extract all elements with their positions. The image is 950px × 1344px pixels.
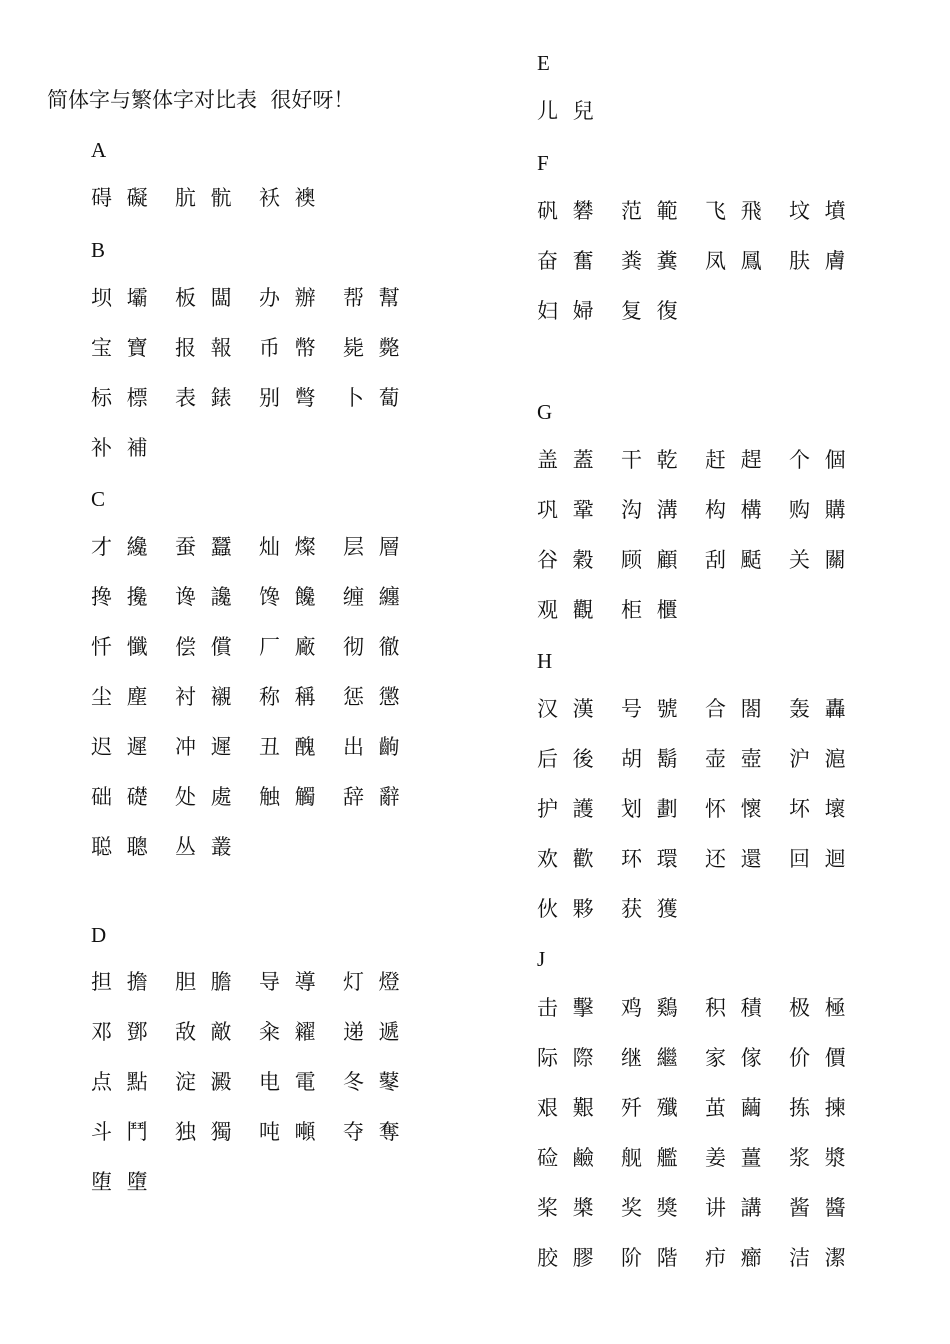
character-pair: 刮 颳 [705,548,766,572]
section-letter-h: H [537,649,553,673]
character-pair: 舰 艦 [621,1146,682,1170]
character-pair: 础 礎 [91,785,152,809]
character-pair: 宝 寶 [91,336,152,360]
character-pair: 壶 壺 [705,747,766,771]
character-pair: 处 處 [175,785,236,809]
character-pair: 灯 燈 [343,970,404,994]
character-pair: 沟 溝 [621,498,682,522]
character-row [91,183,343,213]
character-row [91,1067,427,1097]
character-row [91,967,427,997]
character-pair: 夺 奪 [343,1120,404,1144]
section-letter-f: F [537,151,549,175]
character-pair: 递 遞 [343,1020,404,1044]
character-pair: 飞 飛 [705,199,766,223]
character-row [537,993,873,1023]
character-pair: 坏 壞 [789,797,850,821]
character-pair: 电 電 [259,1070,320,1094]
character-pair: 矾 礬 [537,199,598,223]
character-pair: 回 迴 [789,847,850,871]
character-pair: 蚕 蠶 [175,535,236,559]
character-row [537,196,873,226]
character-row [91,1167,175,1197]
character-pair: 继 繼 [621,1046,682,1070]
character-pair: 浆 漿 [789,1146,850,1170]
section-letter-a: A [91,138,107,162]
character-pair: 凤 鳳 [705,249,766,273]
character-pair: 关 關 [789,548,850,572]
character-row [537,894,705,924]
character-pair: 层 層 [343,535,404,559]
character-pair: 硷 鹼 [537,1146,598,1170]
character-pair: 才 纔 [91,535,152,559]
character-row [537,96,621,126]
character-pair: 沪 滬 [789,747,850,771]
character-pair: 迟 遲 [91,735,152,759]
character-pair: 肤 膚 [789,249,850,273]
character-pair: 洁 潔 [789,1246,850,1270]
character-pair: 卜 蔔 [343,386,404,410]
character-pair: 儿 兒 [537,99,598,123]
character-pair: 欢 歡 [537,847,598,871]
character-pair: 酱 醬 [789,1196,850,1220]
character-pair: 偿 償 [175,635,236,659]
character-pair: 范 範 [621,199,682,223]
character-row [91,1117,427,1147]
section-letter-g: G [537,400,553,424]
character-pair: 构 構 [705,498,766,522]
section-letter-e: E [537,51,550,75]
character-pair: 奋 奮 [537,249,598,273]
character-row [537,744,873,774]
character-pair: 碍 礙 [91,186,152,210]
character-pair: 衬 襯 [175,685,236,709]
character-pair: 购 購 [789,498,850,522]
character-pair: 冬 鼕 [343,1070,404,1094]
character-row [537,794,873,824]
character-pair: 击 擊 [537,996,598,1020]
character-pair: 赶 趕 [705,448,766,472]
character-pair: 彻 徹 [343,635,404,659]
character-row [91,333,427,363]
character-pair: 疖 癤 [705,1246,766,1270]
character-pair: 坝 壩 [91,286,152,310]
character-pair: 办 辦 [259,286,320,310]
section-letter-b: B [91,238,106,262]
character-pair: 还 還 [705,847,766,871]
character-pair: 奖 獎 [621,1196,682,1220]
character-pair: 毙 斃 [343,336,404,360]
character-pair: 阶 階 [621,1246,682,1270]
character-pair: 独 獨 [175,1120,236,1144]
character-pair: 际 際 [537,1046,598,1070]
character-pair: 巩 鞏 [537,498,598,522]
character-pair: 姜 薑 [705,1146,766,1170]
character-pair: 胆 膽 [175,970,236,994]
character-pair: 袄 襖 [259,186,320,210]
character-pair: 讲 講 [705,1196,766,1220]
character-pair: 复 復 [621,299,682,323]
character-row [91,682,427,712]
character-pair: 积 積 [705,996,766,1020]
character-pair: 出 齣 [343,735,404,759]
character-row [537,296,705,326]
character-pair: 导 導 [259,970,320,994]
character-pair: 别 彆 [259,386,320,410]
character-pair: 标 標 [91,386,152,410]
character-pair: 忏 懺 [91,635,152,659]
character-pair: 补 補 [91,436,152,460]
character-pair: 谷 穀 [537,548,598,572]
character-pair: 惩 懲 [343,685,404,709]
character-row [91,832,259,862]
character-pair: 辞 辭 [343,785,404,809]
character-row [91,383,427,413]
character-pair: 极 極 [789,996,850,1020]
character-pair: 伙 夥 [537,897,598,921]
character-pair: 称 稱 [259,685,320,709]
character-row [537,495,873,525]
character-pair: 号 號 [621,697,682,721]
character-pair: 干 乾 [621,448,682,472]
character-pair: 斗 鬥 [91,1120,152,1144]
character-pair: 后 後 [537,747,598,771]
character-pair: 划 劃 [621,797,682,821]
section-letter-j: J [537,947,546,971]
character-pair: 柜 櫃 [621,598,682,622]
character-pair: 肮 骯 [175,186,236,210]
character-pair: 丑 醜 [259,735,320,759]
character-row [91,732,427,762]
character-pair: 厂 廠 [259,635,320,659]
character-pair: 吨 噸 [259,1120,320,1144]
character-row [537,595,705,625]
character-pair: 尘 塵 [91,685,152,709]
character-row [91,632,427,662]
character-pair: 家 傢 [705,1046,766,1070]
character-row [91,433,175,463]
character-pair: 缠 纏 [343,585,404,609]
character-pair: 担 擔 [91,970,152,994]
character-pair: 妇 婦 [537,299,598,323]
character-pair: 拣 揀 [789,1096,850,1120]
character-pair: 艰 艱 [537,1096,598,1120]
character-pair: 怀 懷 [705,797,766,821]
character-pair: 坟 墳 [789,199,850,223]
character-pair: 获 獲 [621,897,682,921]
character-pair: 护 護 [537,797,598,821]
character-pair: 堕 墮 [91,1170,152,1194]
character-row [537,844,873,874]
character-pair: 茧 繭 [705,1096,766,1120]
character-pair: 冲 遲 [175,735,236,759]
character-pair: 胡 鬍 [621,747,682,771]
character-pair: 粪 糞 [621,249,682,273]
character-row [537,445,873,475]
character-pair: 鸡 鷄 [621,996,682,1020]
section-letter-d: D [91,923,107,947]
character-pair: 谗 讒 [175,585,236,609]
character-pair: 歼 殲 [621,1096,682,1120]
character-row [537,1243,873,1273]
character-row [91,582,427,612]
character-row [537,1143,873,1173]
character-pair: 帮 幫 [343,286,404,310]
character-pair: 币 幣 [259,336,320,360]
character-pair: 顾 顧 [621,548,682,572]
character-row [91,1017,427,1047]
character-pair: 馋 饞 [259,585,320,609]
character-pair: 观 觀 [537,598,598,622]
character-pair: 表 錶 [175,386,236,410]
character-pair: 灿 燦 [259,535,320,559]
character-pair: 胶 膠 [537,1246,598,1270]
character-pair: 籴 糴 [259,1020,320,1044]
character-pair: 丛 叢 [175,835,236,859]
character-row [537,1193,873,1223]
character-pair: 桨 槳 [537,1196,598,1220]
character-pair: 板 闆 [175,286,236,310]
character-row [91,532,427,562]
character-row [91,283,427,313]
page-title: 简体字与繁体字对比表 很好呀！ [47,88,355,112]
character-pair: 邓 鄧 [91,1020,152,1044]
character-pair: 报 報 [175,336,236,360]
character-pair: 价 價 [789,1046,850,1070]
character-pair: 盖 蓋 [537,448,598,472]
character-row [91,782,427,812]
character-row [537,1043,873,1073]
character-pair: 敌 敵 [175,1020,236,1044]
character-pair: 轰 轟 [789,697,850,721]
character-pair: 聪 聰 [91,835,152,859]
character-row [537,246,873,276]
character-row [537,545,873,575]
character-pair: 点 點 [91,1070,152,1094]
character-pair: 个 個 [789,448,850,472]
character-pair: 触 觸 [259,785,320,809]
character-pair: 合 閤 [705,697,766,721]
character-pair: 搀 攙 [91,585,152,609]
character-row [537,694,873,724]
character-pair: 淀 澱 [175,1070,236,1094]
section-letter-c: C [91,487,106,511]
character-row [537,1093,873,1123]
character-pair: 环 環 [621,847,682,871]
character-pair: 汉 漢 [537,697,598,721]
